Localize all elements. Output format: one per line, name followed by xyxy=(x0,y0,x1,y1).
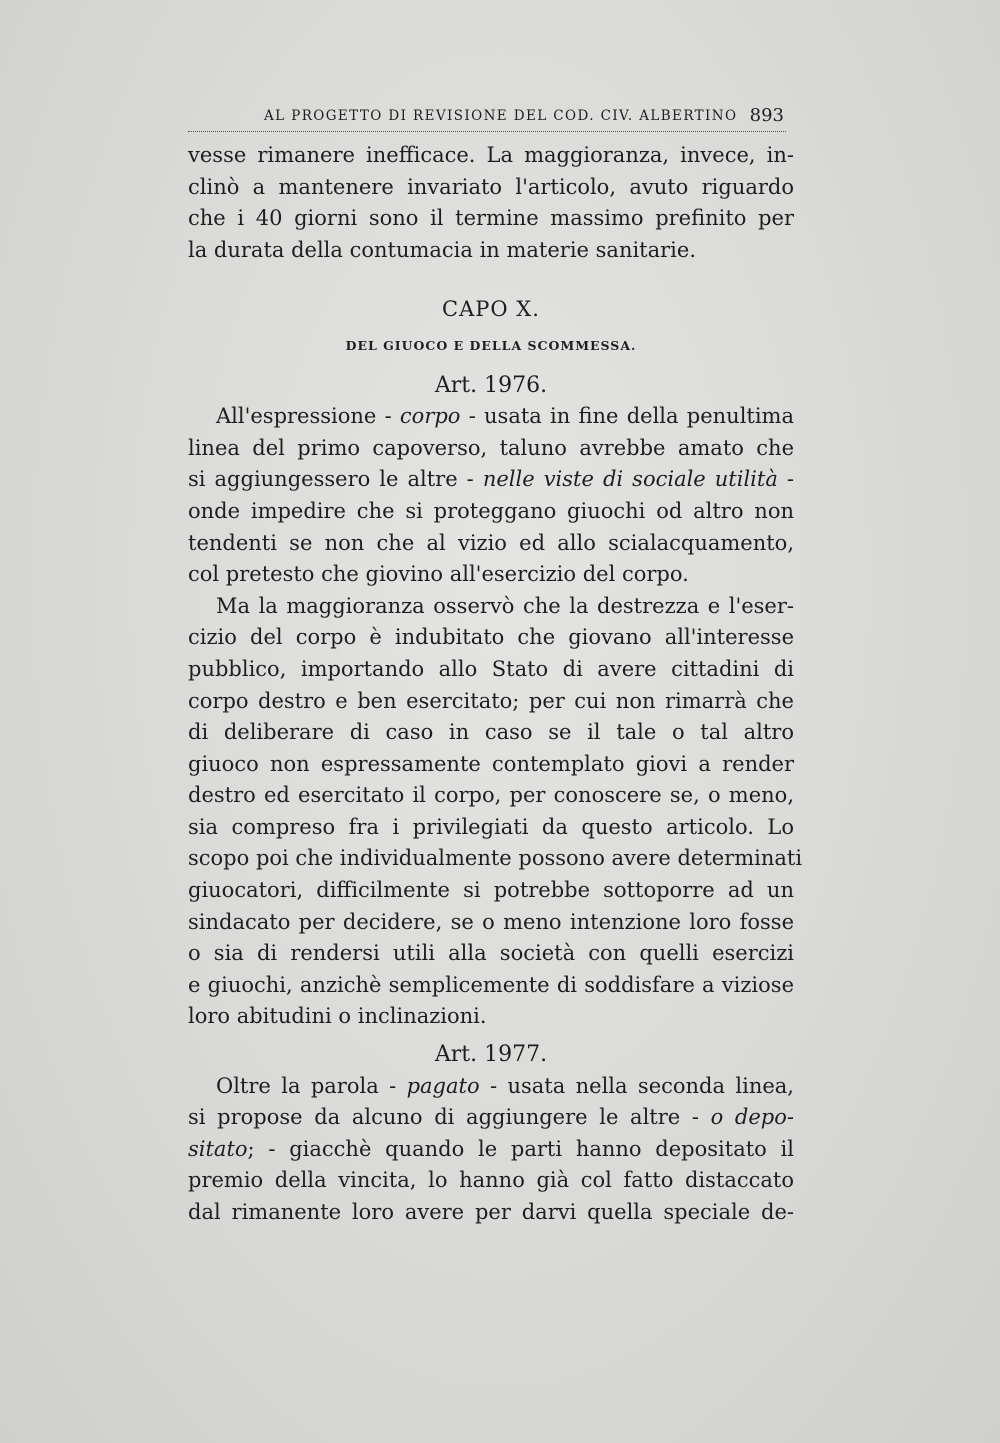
text-line: giuocatori, difficilmente si potrebbe sottoporre ad un xyxy=(188,878,794,903)
running-header xyxy=(188,104,788,130)
chapter-title: CAPO X. xyxy=(442,297,540,322)
article-1976-paragraph-2 xyxy=(188,591,803,1033)
text-line: scopo poi che individualmente possono avere determinati xyxy=(188,846,803,871)
text-line: sindacato per decidere, se o meno intenzione loro fosse xyxy=(188,909,794,934)
text-line: e giuochi, anzichè semplicemente di soddisfare a viziose xyxy=(188,972,794,997)
text-line: linea del primo capoverso, taluno avrebbe amato che xyxy=(188,435,794,460)
page-body xyxy=(188,140,803,1229)
italic-term: o depo- xyxy=(710,1105,794,1130)
text-run: si propose da alcuno di aggiungere le altre - xyxy=(188,1105,711,1130)
text-line: che i 40 giorni sono il termine massimo prefinito per xyxy=(188,206,794,231)
text-line: clinò a mantenere invariato l'articolo, avuto riguardo xyxy=(188,174,794,199)
article-heading-1976: Art. 1976. xyxy=(434,372,548,398)
text-line: la durata della contumacia in materie sanitarie. xyxy=(188,237,696,262)
text-line: col pretesto che giovino all'esercizio del corpo. xyxy=(188,562,689,587)
text-line: di deliberare di caso in caso se il tale o tal altro xyxy=(188,720,794,745)
text-line: corpo destro e ben esercitato; per cui non rimarrà che xyxy=(188,688,794,713)
chapter-subtitle: DEL GIUOCO E DELLA SCOMMESSA. xyxy=(345,337,637,353)
text-run: - usata in fine della penultima xyxy=(460,404,794,429)
header-rule xyxy=(188,131,786,132)
page-number: 893 xyxy=(749,105,784,126)
text-line xyxy=(188,1071,794,1103)
text-run: si aggiungessero le altre - xyxy=(188,467,483,492)
running-title: AL PROGETTO DI REVISIONE DEL COD. CIV. ALBERTINO xyxy=(264,108,738,124)
text-line xyxy=(188,1134,794,1166)
text-line xyxy=(188,464,794,496)
text-run: - usata nella seconda linea, xyxy=(479,1073,794,1098)
text-line: giuoco non espressamente contemplato giovi a render xyxy=(188,751,794,776)
italic-term: nelle viste di sociale utilità xyxy=(482,467,778,492)
italic-term: corpo xyxy=(399,404,461,429)
text-run: All'espressione - xyxy=(216,404,400,429)
text-line: o sia di rendersi utili alla società con quelli esercizi xyxy=(188,941,794,966)
article-1977-paragraph-1 xyxy=(188,1071,794,1229)
text-line: vesse rimanere inefficace. La maggioranza, invece, in- xyxy=(188,143,794,167)
text-line: onde impedire che si proteggano giuochi od altro non xyxy=(188,498,794,523)
article-heading-1977: Art. 1977. xyxy=(434,1042,548,1068)
text-line: tendenti se non che al vizio ed allo scialacquamento, xyxy=(188,530,794,555)
text-line: sia compreso fra i privilegiati da questo articolo. Lo xyxy=(188,814,794,839)
text-line: loro abitudini o inclinazioni. xyxy=(188,1004,487,1029)
text-line: cizio del corpo è indubitato che giovano all'interesse xyxy=(188,625,794,650)
text-line: premio della vincita, lo hanno già col fatto distaccato xyxy=(188,1168,794,1193)
italic-term: pagato xyxy=(406,1073,480,1098)
italic-term: sitato xyxy=(188,1136,248,1161)
text-run: - xyxy=(777,467,795,492)
text-run: Oltre la parola - xyxy=(216,1073,407,1098)
text-line: pubblico, importando allo Stato di avere cittadini di xyxy=(188,656,794,681)
text-line xyxy=(188,401,794,433)
text-line: destro ed esercitato il corpo, per conoscere se, o meno, xyxy=(188,783,794,808)
article-1976-paragraph-1 xyxy=(188,401,794,591)
text-line: Ma la maggioranza osservò che la destrezza e l'eser- xyxy=(216,593,794,618)
text-line xyxy=(188,1102,794,1134)
text-line: dal rimanente loro avere per darvi quella speciale de- xyxy=(188,1200,794,1224)
intro-paragraph xyxy=(188,140,794,266)
text-run: ; - giacchè quando le parti hanno depositato il xyxy=(247,1136,794,1161)
